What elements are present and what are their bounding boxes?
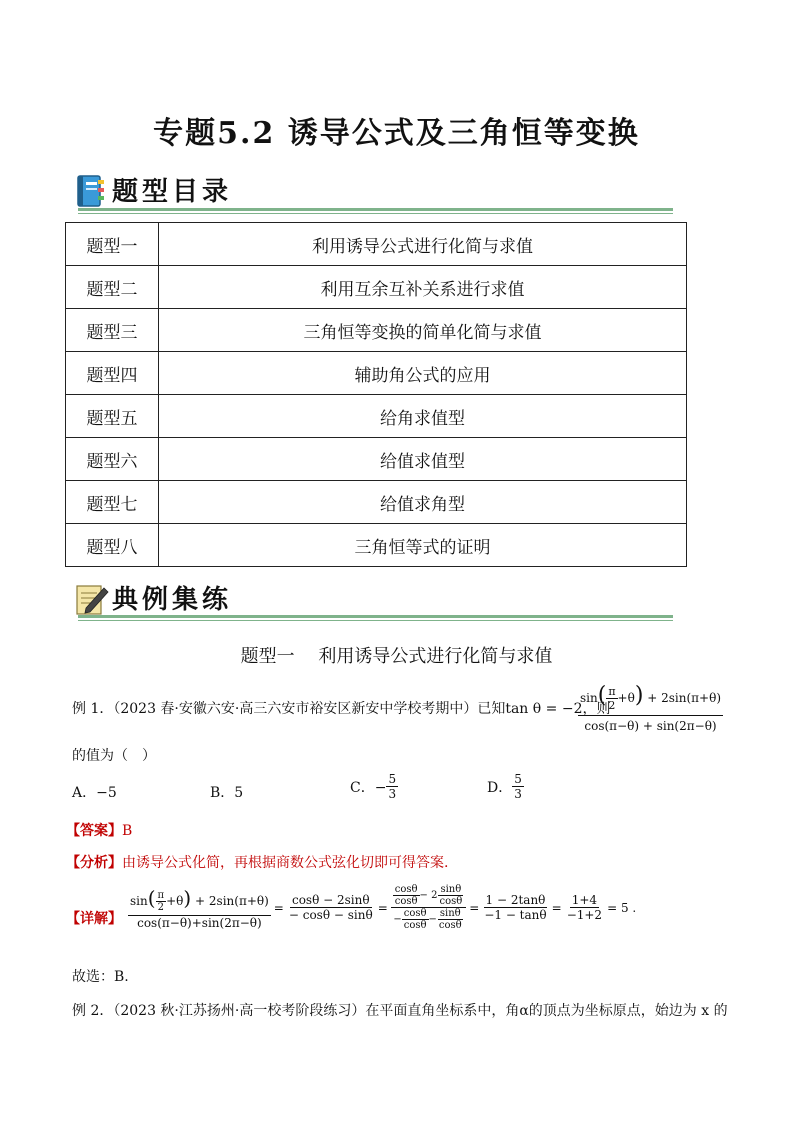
page-title: 专题5.2 诱导公式及三角恒等变换	[153, 116, 640, 151]
option-c-numerator: 5	[388, 772, 397, 786]
section-divider-thin	[78, 213, 673, 214]
option-d-denominator: 3	[514, 787, 522, 801]
detail-derivation: sin( $\frac{\pi}{2}$ +θ) + 2sin(π+θ) cos(π−θ)+sin(2π−θ) = $\frac{\cos\theta - 2\sin\theta}{- \cos\theta - \sin\theta}$ = $\frac{\cos\theta}{\cos\theta}$ − 2 $\frac{\sin\theta}{\cos\theta}$ − $\frac{\cos\theta}{\cos\theta}$ − $\frac{\sin\theta}{\cos\theta}$ = $\frac{1 - 2\tan\theta}{-1 - \tan\theta}$ = $\frac{1+4}{-1+2}$ = 5 .	[130, 884, 637, 931]
table-row	[66, 481, 687, 524]
question-type-heading: 题型一 利用诱导公式进行化简与求值	[240, 646, 553, 667]
table-row	[66, 309, 687, 352]
section-header-toc	[74, 170, 232, 210]
question-type-number: 题型四	[66, 352, 159, 395]
notebook-icon	[74, 174, 110, 210]
question-type-name: 给角求值型	[159, 395, 687, 438]
table-row	[66, 223, 687, 266]
section-divider	[78, 615, 673, 618]
example1-prompt: 例 1．（2023 春·安徽六安·高三六安市裕安区新安中学校考期中）已知tan θ = −2，则	[72, 701, 611, 717]
question-type-name: 给值求值型	[159, 438, 687, 481]
question-type-name: 利用互余互补关系进行求值	[159, 266, 687, 309]
section-divider-thin	[78, 620, 673, 621]
detail-tag: 【详解】	[66, 911, 122, 927]
question-type-name: 三角恒等式的证明	[159, 524, 687, 567]
section-header-examples	[74, 578, 232, 618]
question-type-number: 题型二	[66, 266, 159, 309]
analysis-tag: 【分析】	[66, 855, 122, 871]
analysis-line	[66, 852, 448, 872]
table-row	[66, 266, 687, 309]
analysis-text: 由诱导公式化简，再根据商数公式弦化切即可得答案.	[122, 855, 449, 871]
question-type-number: 题型六	[66, 438, 159, 481]
table-row	[66, 438, 687, 481]
question-type-number: 题型八	[66, 524, 159, 567]
example1-expression: sin( $\frac{\pi}{2}$ +θ) + 2sin(π+θ) cos(π−θ) + sin(2π−θ)	[579, 683, 721, 733]
option-d-numerator: 5	[514, 772, 522, 786]
section-label: 典例集练	[112, 585, 233, 615]
pencil-note-icon	[74, 582, 110, 618]
question-type-table	[65, 222, 687, 567]
option-c-denominator: 3	[388, 787, 397, 801]
question-type-number: 题型一	[66, 223, 159, 266]
option-c-label: C．−	[350, 779, 387, 796]
example2-prompt: 例 2．（2023 秋·江苏扬州·高一校考阶段练习）在平面直角坐标系中，角α的顶点为坐标原点，始边为 x 的	[72, 1003, 728, 1019]
answer-line	[66, 820, 132, 840]
table-row	[66, 524, 687, 567]
question-type-number: 题型三	[66, 309, 159, 352]
option-d-label: D．	[487, 779, 513, 796]
answer-tag: 【答案】	[66, 823, 122, 839]
question-type-name: 利用诱导公式进行化简与求值	[159, 223, 687, 266]
question-type-number: 题型七	[66, 481, 159, 524]
conclusion-line: 故选：B.	[72, 969, 129, 985]
option-a: A．−5	[72, 785, 117, 801]
question-type-number: 题型五	[66, 395, 159, 438]
table-row	[66, 352, 687, 395]
option-c	[350, 772, 398, 801]
example1-suffix: 的值为（ ）	[72, 748, 156, 764]
answer-value: B	[122, 823, 133, 839]
question-type-name: 三角恒等变换的简单化简与求值	[159, 309, 687, 352]
question-type-name: 给值求角型	[159, 481, 687, 524]
question-type-name: 辅助角公式的应用	[159, 352, 687, 395]
table-row	[66, 395, 687, 438]
section-divider	[78, 208, 673, 211]
option-b: B．5	[210, 785, 244, 801]
section-label: 题型目录	[112, 177, 233, 207]
option-d	[487, 772, 524, 801]
